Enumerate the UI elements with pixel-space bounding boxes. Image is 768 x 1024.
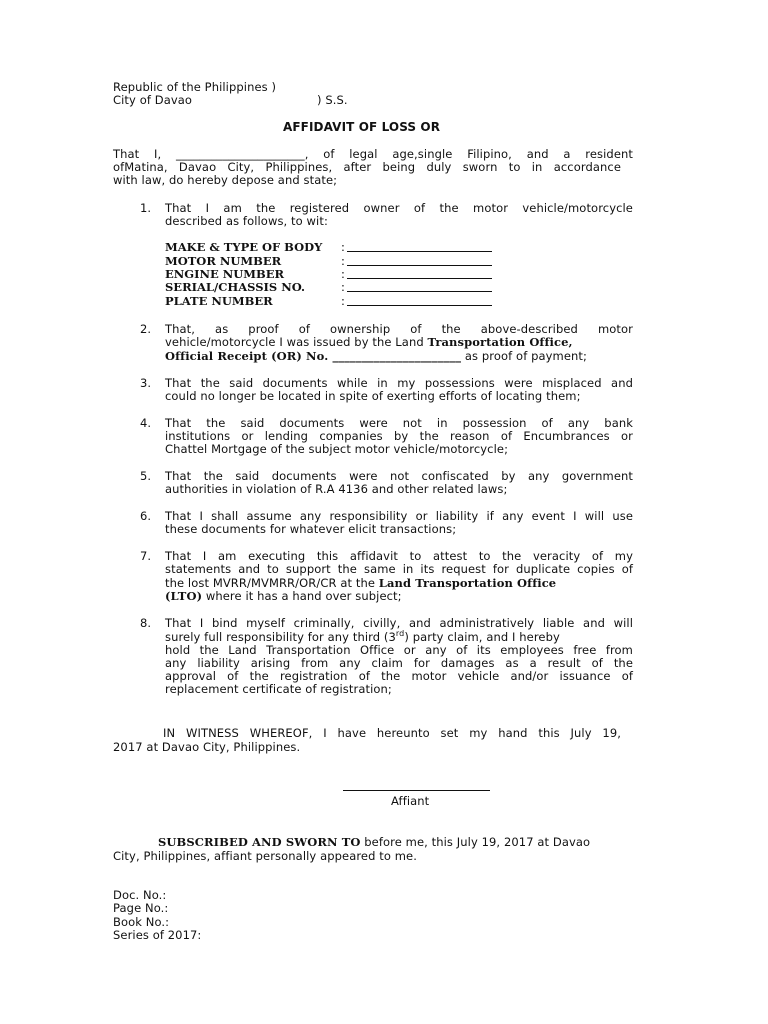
item-1-line-1: That I am the registered owner of the motor vehicle/motorcycle (165, 201, 633, 215)
item-7-lto-abbrev: (LTO) (165, 589, 203, 603)
field-blank-motor (347, 255, 492, 266)
item-3-number: 3. (140, 376, 151, 390)
item-1-line-2: described as follows, to wit: (165, 214, 328, 228)
sworn-line-2: City, Philippines, affiant personally appeared to me. (113, 849, 417, 863)
intro-line-1: That I, ______________________, of legal age,single Filipino, and a resident (113, 147, 633, 161)
field-blank-make (347, 241, 492, 252)
item-8-line-4: any liability arising from any claim for damages as a result of the (165, 656, 633, 670)
intro-line-3: with law, do hereby depose and state; (113, 173, 338, 187)
item-3-line-2: could no longer be located in spite of exerting efforts of locating them; (165, 389, 581, 403)
item-8-superscript: rd (395, 629, 405, 638)
field-colon: : (341, 294, 345, 308)
item-7-lto-bold: Land Transportation Office (378, 576, 557, 590)
item-4-line-3: Chattel Mortgage of the subject motor vehicle/motorcycle; (165, 442, 509, 456)
item-8-third-party-b: ) party claim, and I hereby (404, 629, 560, 644)
item-2-lto-bold: Transportation Office, (427, 335, 573, 349)
item-4-line-1: That the said documents were not in possession of any bank (165, 416, 633, 430)
field-colon: : (341, 267, 345, 281)
item-5-number: 5. (140, 469, 151, 483)
intro-line-2: ofMatina, Davao City, Philippines, after being duly sworn to in accordance (113, 160, 621, 174)
signature-line (343, 790, 490, 791)
item-6-line-2: these documents for whatever elicit transactions; (165, 522, 457, 536)
notary-book-no: Book No.: (113, 915, 170, 929)
item-2-line-3 (165, 349, 587, 363)
item-8-line-1: That I bind myself criminally, civilly, and administratively liable and will (165, 616, 633, 630)
field-label-engine: ENGINE NUMBER (165, 267, 285, 281)
field-blank-plate (347, 295, 492, 306)
sworn-line-1-text: before me, this July 19, 2017 at Davao (360, 835, 591, 849)
item-7-number: 7. (140, 549, 151, 563)
header-ss: ) S.S. (317, 93, 348, 107)
field-label-motor: MOTOR NUMBER (165, 254, 282, 268)
field-blank-engine (347, 268, 492, 279)
notary-doc-no: Doc. No.: (113, 888, 167, 902)
field-label-serial: SERIAL/CHASSIS NO. (165, 280, 306, 294)
field-colon: : (341, 240, 345, 254)
sworn-bold: SUBSCRIBED AND SWORN TO (158, 835, 361, 849)
header-republic: Republic of the Philippines ) (113, 80, 277, 94)
notary-page-no: Page No.: (113, 901, 169, 915)
item-2-line-1: That, as proof of ownership of the above-described motor (165, 322, 633, 336)
item-7-line-4-text: where it has a hand over subject; (202, 589, 402, 603)
item-4-line-2: institutions or lending companies by the reason of Encumbrances or (165, 429, 633, 443)
field-blank-serial (347, 281, 492, 292)
item-2-or-blank: ______________________ (332, 349, 462, 363)
item-3-line-1: That the said documents while in my possessions were misplaced and (165, 376, 633, 390)
item-8-line-2 (165, 629, 633, 644)
item-7-line-2: statements and to support the same in its request for duplicate copies of (165, 562, 633, 576)
field-colon: : (341, 254, 345, 268)
item-7-line-4 (165, 589, 402, 603)
item-2-number: 2. (140, 322, 151, 336)
item-6-number: 6. (140, 509, 151, 523)
field-label-plate: PLATE NUMBER (165, 294, 273, 308)
item-8-third-party-a: surely full responsibility for any third (3 (165, 629, 396, 644)
item-5-line-1: That the said documents were not confiscated by any government (165, 469, 633, 483)
witness-line-2: 2017 at Davao City, Philippines. (113, 740, 301, 754)
header-city: City of Davao (113, 93, 193, 107)
field-colon: : (341, 280, 345, 294)
item-2-line-2 (165, 335, 573, 349)
affiant-label: Affiant (391, 794, 430, 808)
item-7-line-3 (165, 576, 556, 590)
item-5-line-2: authorities in violation of R.A 4136 and other related laws; (165, 482, 508, 496)
sworn-line-1 (158, 835, 590, 849)
document-title: AFFIDAVIT OF LOSS OR (283, 120, 441, 134)
field-label-make: MAKE & TYPE OF BODY (165, 240, 323, 254)
item-8-line-2-text-a (165, 629, 560, 644)
item-6-line-1: That I shall assume any responsibility or liability if any event I will use (165, 509, 633, 523)
witness-line-1: IN WITNESS WHEREOF, I have hereunto set my hand this July 19, (163, 726, 621, 740)
item-8-number: 8. (140, 616, 151, 630)
item-1-number: 1. (140, 201, 151, 215)
item-7-line-1: That I am executing this affidavit to attest to the veracity of my (165, 549, 633, 563)
item-2-or-label: Official Receipt (OR) No. (165, 349, 333, 363)
item-4-number: 4. (140, 416, 151, 430)
item-8-line-5: approval of the registration of the motor vehicle and/or issuance of (165, 669, 633, 683)
notary-series: Series of 2017: (113, 928, 202, 942)
item-2-line-3-text: as proof of payment; (461, 349, 587, 363)
item-8-line-3: hold the Land Transportation Office or any of its employees free from (165, 643, 633, 657)
item-2-line-2-text: vehicle/motorcycle I was issued by the Land (165, 335, 428, 349)
item-7-line-3-text: the lost MVRR/MVMRR/OR/CR at the (165, 576, 379, 590)
item-8-line-6: replacement certificate of registration; (165, 682, 392, 696)
